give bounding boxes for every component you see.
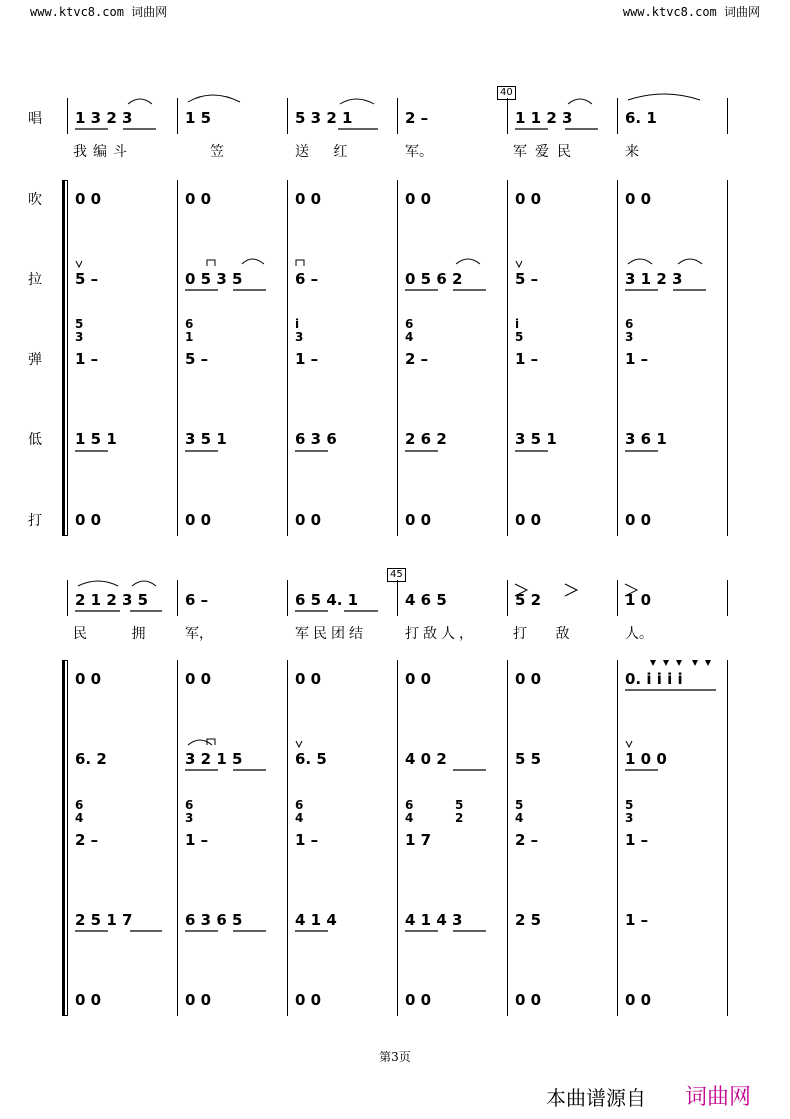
note-group: 6 5 4. 1: [295, 591, 359, 609]
chord-stack: 6 3: [185, 798, 194, 825]
slur: [188, 95, 240, 102]
chord-stack: i 5: [515, 317, 524, 344]
lyric: 笠: [210, 144, 224, 160]
footer-site-name[interactable]: 词曲网: [685, 1085, 752, 1110]
note-group: 2 –: [75, 831, 99, 849]
lyric: 军，: [185, 626, 213, 642]
staff-label-bass: 低: [28, 432, 42, 448]
note-group: 3 1 2 3: [625, 270, 683, 288]
chord-stack: 6 4: [405, 317, 414, 344]
staff-label-pluck: 弹: [28, 352, 42, 368]
bow-up-mark: [296, 741, 302, 747]
rehearsal-mark-45: 45: [387, 568, 406, 582]
note-group: 0 0: [295, 511, 322, 529]
note-group: 0 0: [75, 190, 102, 208]
bow-down-mark: [207, 260, 215, 266]
lyric: 我编斗: [73, 144, 133, 160]
note-group: 5 3 2 1: [295, 109, 353, 127]
note-group: 0 0: [515, 991, 542, 1009]
slur: [188, 740, 212, 745]
note-group: 1 –: [75, 350, 99, 368]
chord-stack: 5 3: [75, 317, 84, 344]
note-group: 2 5: [515, 911, 542, 929]
bow-down-mark: [296, 260, 304, 266]
staccato-mark: [663, 660, 669, 666]
slur: [628, 94, 700, 100]
note-group: 1 –: [295, 831, 319, 849]
footer-source-label: 本曲谱源自: [546, 1086, 646, 1110]
staccato-mark: [692, 660, 698, 666]
note-group: 0 0: [75, 511, 102, 529]
note-group: 1 7: [405, 831, 432, 849]
lyric: 军爱民: [513, 144, 579, 160]
bow-up-mark: [626, 741, 632, 747]
note-group: 6 3 6 5: [185, 911, 243, 929]
staff-label-pull: 拉: [28, 272, 42, 288]
staff-label-perc: 打: [28, 513, 42, 529]
note-group: 4 1 4: [295, 911, 337, 929]
chord-stack: 6 3: [625, 317, 634, 344]
lyric: 打 敌: [513, 626, 582, 642]
note-group: 6. 2: [75, 750, 107, 768]
staccato-mark: [676, 660, 682, 666]
note-group: 0 0: [515, 190, 542, 208]
note-group: 0 0: [185, 991, 212, 1009]
note-group: 0 0: [185, 190, 212, 208]
note-group: 0 0: [515, 670, 542, 688]
note-group: 1 –: [185, 831, 209, 849]
note-group: 3 5 1: [515, 430, 557, 448]
chord-stack: 6 4: [75, 798, 84, 825]
note-group: 1 –: [625, 911, 649, 929]
staff-label-sing: 唱: [28, 111, 42, 127]
note-group: 0 0: [405, 670, 432, 688]
note-group: 2 5 1 7: [75, 911, 133, 929]
note-group: 0 0: [75, 991, 102, 1009]
note-group: 4 6 5: [405, 591, 447, 609]
lyric: 来: [625, 144, 639, 160]
note-group: 0 5 6 2: [405, 270, 463, 288]
note-group: 5 5: [515, 750, 542, 768]
accent-mark: [515, 584, 527, 596]
note-group: 3 5 1: [185, 430, 227, 448]
chord-stack: 6 4: [405, 798, 414, 825]
note-group: 5 –: [75, 270, 99, 288]
note-group: 0. i i i i: [625, 670, 683, 688]
note-group: 0 0: [625, 991, 652, 1009]
slur: [678, 259, 702, 264]
note-group: 0 0: [625, 190, 652, 208]
accent-mark: [565, 584, 577, 596]
note-group: 1 3 2 3: [75, 109, 133, 127]
slur: [128, 99, 152, 104]
lyric: 军民团结: [295, 626, 367, 642]
slur: [568, 99, 592, 104]
note-group: 0 0: [185, 511, 212, 529]
note-group: 1 –: [625, 350, 649, 368]
chord-stack: 5 3: [625, 798, 634, 825]
note-group: 2 –: [405, 350, 429, 368]
accent-mark: [625, 584, 637, 596]
slur: [78, 581, 118, 586]
note-group: 1 5 1: [75, 430, 117, 448]
lyric: 军。: [405, 144, 433, 160]
note-group: 5 2: [515, 591, 542, 609]
rehearsal-mark-40: 40: [497, 86, 516, 100]
note-group: 1 0: [625, 591, 652, 609]
chord-stack: i 3: [295, 317, 304, 344]
slur: [340, 99, 374, 104]
note-group: 3 2 1 5: [185, 750, 243, 768]
note-group: 0 0: [515, 511, 542, 529]
note-group: 6. 1: [625, 109, 657, 127]
note-group: 1 1 2 3: [515, 109, 573, 127]
slur: [242, 259, 264, 264]
note-group: 0 0: [185, 670, 212, 688]
note-group: 0 0: [295, 670, 322, 688]
note-group: 1 –: [625, 831, 649, 849]
note-group: 0 0: [295, 991, 322, 1009]
note-group: 0 0: [405, 511, 432, 529]
lyric: 人。: [625, 626, 653, 642]
note-group: 4 1 4 3: [405, 911, 463, 929]
note-group: 1 0 0: [625, 750, 667, 768]
page-number: 第3页: [379, 1050, 411, 1064]
note-group: 0 0: [295, 190, 322, 208]
header-right-watermark: www.ktvc8.com 词曲网: [622, 5, 760, 19]
header-left-watermark: www.ktvc8.com 词曲网: [30, 5, 168, 19]
note-group: 6 –: [185, 591, 209, 609]
slur: [132, 581, 156, 586]
chord-stack: 6 4: [295, 798, 304, 825]
note-group: 1 5: [185, 109, 212, 127]
lyric: 送 红: [295, 144, 358, 160]
note-group: 0 0: [75, 670, 102, 688]
note-group: 0 0: [625, 511, 652, 529]
staccato-mark: [705, 660, 711, 666]
note-group: 2 –: [405, 109, 429, 127]
lyric: 打敌人，: [405, 626, 477, 642]
note-group: 5 –: [185, 350, 209, 368]
note-group: 2 6 2: [405, 430, 447, 448]
staccato-mark: [650, 660, 656, 666]
slur: [628, 259, 652, 264]
note-group: 0 0: [405, 991, 432, 1009]
slur: [456, 259, 480, 264]
note-group: 3 6 1: [625, 430, 667, 448]
note-group: 1 –: [515, 350, 539, 368]
note-group: 4 0 2: [405, 750, 447, 768]
chord-stack: 5 4: [515, 798, 524, 825]
lyric: 民 拥: [73, 626, 166, 642]
note-group: 6 –: [295, 270, 319, 288]
note-group: 1 –: [295, 350, 319, 368]
chord-stack: 5 2: [455, 798, 464, 825]
note-group: 2 –: [515, 831, 539, 849]
note-group: 6. 5: [295, 750, 327, 768]
note-group: 6 3 6: [295, 430, 337, 448]
note-group: 0 0: [405, 190, 432, 208]
staff-label-blow: 吹: [28, 192, 42, 208]
bow-up-mark: [516, 261, 522, 267]
note-group: 2 1 2 3 5: [75, 591, 149, 609]
chord-stack: 6 1: [185, 317, 194, 344]
note-group: 0 5 3 5: [185, 270, 243, 288]
bow-up-mark: [76, 261, 82, 267]
note-group: 5 –: [515, 270, 539, 288]
